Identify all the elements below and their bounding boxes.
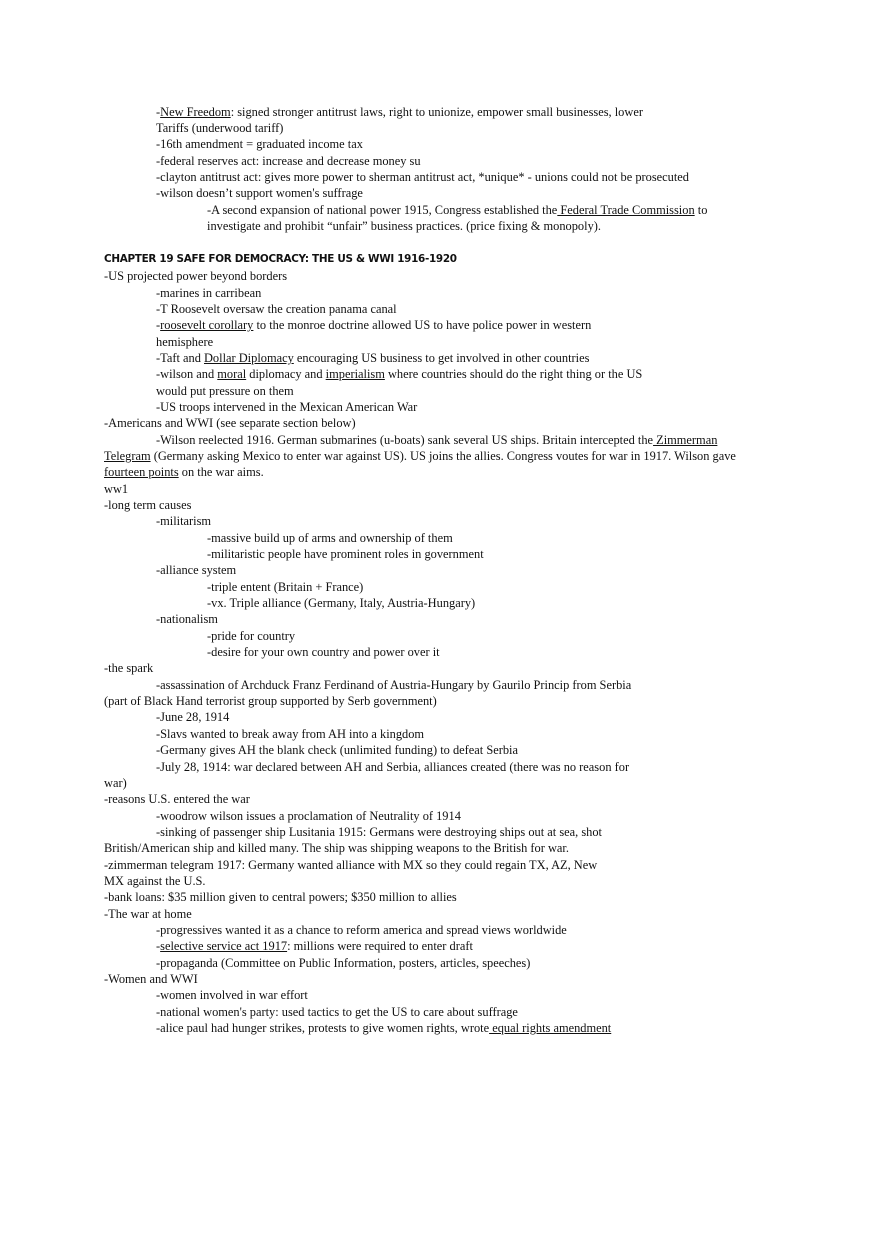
underlined-term: moral — [217, 367, 247, 381]
note-line: -The war at home — [104, 907, 192, 921]
note-line: -federal reserves act: increase and decrease money su — [156, 154, 421, 168]
note-line: Tariffs (underwood tariff) — [156, 121, 284, 135]
note-line: -nationalism — [156, 612, 218, 626]
chapter-heading: CHAPTER 19 SAFE FOR DEMOCRACY: THE US & WWI 1916-1920 — [104, 253, 457, 265]
note-line: -US projected power beyond borders — [104, 269, 288, 283]
note-line: -desire for your own country and power over it — [207, 645, 440, 659]
note-line: -bank loans: $35 million given to central powers; $350 million to allies — [104, 890, 457, 904]
note-line: -vx. Triple alliance (Germany, Italy, Austria-Hungary) — [207, 596, 476, 610]
note-line: hemisphere — [156, 335, 214, 349]
note-line: -pride for country — [207, 629, 296, 643]
note-line: -sinking of passenger ship Lusitania 1915: Germans were destroying ships out at sea, shot — [156, 825, 602, 839]
note-line: -clayton antitrust act: gives more power to sherman antitrust act, *unique* - unions could not be prosecuted — [156, 170, 690, 184]
note-line: -New Freedom: signed stronger antitrust laws, right to unionize, empower small businesses, lower — [156, 105, 643, 119]
note-line: -woodrow wilson issues a proclamation of Neutrality of 1914 — [156, 809, 461, 823]
note-line: -massive build up of arms and ownership of them — [207, 531, 453, 545]
note-line: (part of Black Hand terrorist group supported by Serb government) — [104, 694, 437, 708]
note-line: -Women and WWI — [104, 972, 198, 986]
underlined-term: Federal Trade Commission — [557, 203, 695, 217]
note-line: investigate and prohibit “unfair” business practices. (price fixing & monopoly). — [207, 219, 601, 233]
note-line: -A second expansion of national power 1915, Congress established the Federal Trade Commission to — [207, 203, 708, 217]
note-line: ww1 — [104, 482, 129, 496]
note-line: -zimmerman telegram 1917: Germany wanted alliance with MX so they could regain TX, AZ, New — [104, 858, 598, 872]
underlined-term: New Freedom — [160, 105, 231, 119]
underlined-term: roosevelt corollary — [160, 318, 254, 332]
underlined-term: imperialism — [325, 367, 385, 381]
note-line: -propaganda (Committee on Public Information, posters, articles, speeches) — [156, 956, 531, 970]
note-line: -16th amendment = graduated income tax — [156, 137, 363, 151]
note-line: -progressives wanted it as a chance to reform america and spread views worldwide — [156, 923, 567, 937]
note-line: -women involved in war effort — [156, 988, 308, 1002]
note-line: -militaristic people have prominent roles in government — [207, 547, 484, 561]
note-line: -selective service act 1917: millions were required to enter draft — [156, 939, 473, 953]
note-line: Telegram (Germany asking Mexico to enter war against US). US joins the allies. Congress voutes for war in 1917. Wilson gave — [104, 449, 736, 463]
note-line: -assassination of Archduck Franz Ferdinand of Austria-Hungary by Gaurilo Princip from Serbia — [156, 678, 632, 692]
underlined-term: fourteen points — [104, 465, 179, 479]
note-line: -US troops intervened in the Mexican American War — [156, 400, 418, 414]
note-line: fourteen points on the war aims. — [104, 465, 264, 479]
note-line: -Wilson reelected 1916. German submarines (u-boats) sank several US ships. Britain intercepted the Zimmerman — [156, 433, 718, 447]
note-line: war) — [104, 776, 127, 790]
note-line: -national women's party: used tactics to get the US to care about suffrage — [156, 1005, 518, 1019]
note-line: -triple entent (Britain + France) — [207, 580, 364, 594]
note-line: -roosevelt corollary to the monroe doctrine allowed US to have police power in western — [156, 318, 592, 332]
note-line: -Germany gives AH the blank check (unlimited funding) to defeat Serbia — [156, 743, 518, 757]
note-line: -wilson doesn’t support women's suffrage — [156, 186, 363, 200]
note-line: MX against the U.S. — [104, 874, 206, 888]
note-line: -June 28, 1914 — [156, 710, 230, 724]
underlined-term: equal rights amendment — [489, 1021, 612, 1035]
note-line: British/American ship and killed many. The ship was shipping weapons to the British for war. — [104, 841, 569, 855]
note-line: -long term causes — [104, 498, 192, 512]
note-line: -militarism — [156, 514, 212, 528]
note-line: -marines in carribean — [156, 286, 262, 300]
note-line: -wilson and moral diplomacy and imperialism where countries should do the right thing or the US — [156, 367, 643, 381]
note-line: -alliance system — [156, 563, 237, 577]
note-line: would put pressure on them — [156, 384, 294, 398]
underlined-term: selective service act 1917 — [160, 939, 288, 953]
note-line: -July 28, 1914: war declared between AH and Serbia, alliances created (there was no reason for — [156, 760, 630, 774]
note-line: -Americans and WWI (see separate section below) — [104, 416, 356, 430]
note-line: -reasons U.S. entered the war — [104, 792, 250, 806]
note-line: -T Roosevelt oversaw the creation panama canal — [156, 302, 397, 316]
underlined-term: Telegram — [104, 449, 151, 463]
underlined-term: Dollar Diplomacy — [203, 351, 294, 365]
note-line: -alice paul had hunger strikes, protests to give women rights, wrote equal rights amendment — [156, 1021, 612, 1035]
underlined-term: Zimmerman — [653, 433, 718, 447]
note-line: -Slavs wanted to break away from AH into a kingdom — [156, 727, 425, 741]
note-line: -Taft and Dollar Diplomacy encouraging US business to get involved in other countries — [156, 351, 590, 365]
note-line: -the spark — [104, 661, 154, 675]
